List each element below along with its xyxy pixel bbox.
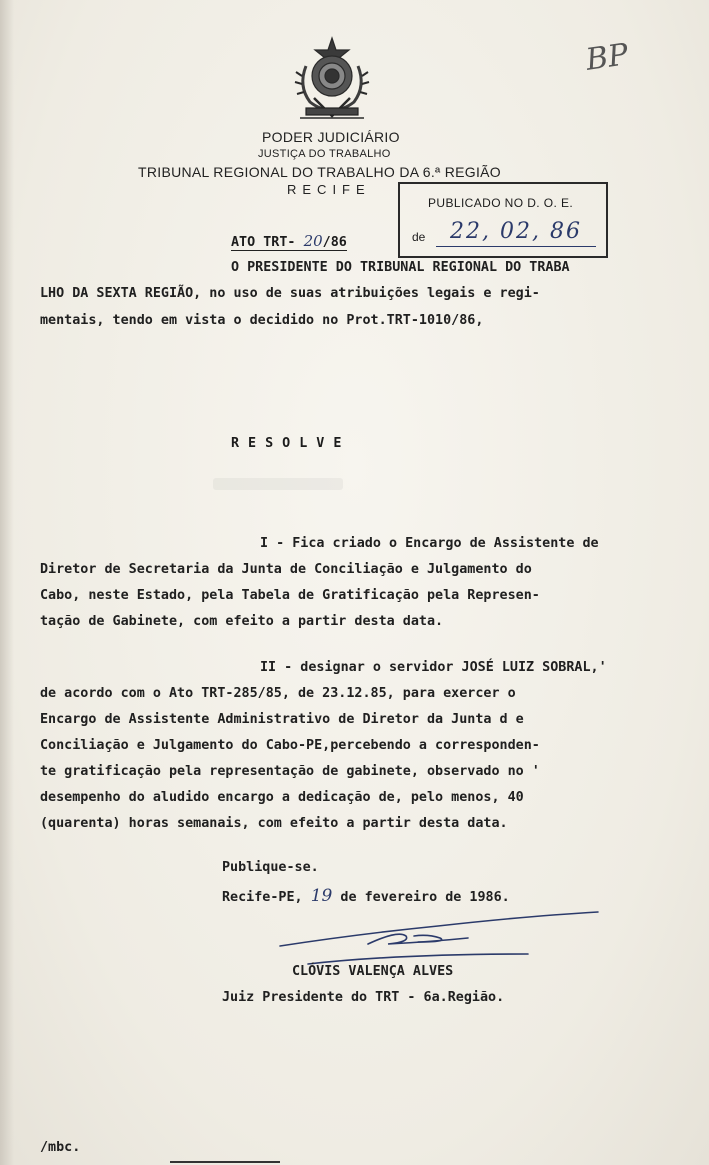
date-rest: de fevereiro de 1986. — [332, 890, 510, 905]
place-prefix: Recife-PE, — [222, 890, 311, 905]
article-one-line: Cabo, neste Estado, pela Tabela de Gratificação pela Represen- — [40, 588, 540, 603]
article-two-line: (quarenta) horas semanais, com efeito a partir desta data. — [40, 816, 508, 831]
page-edge-shadow — [0, 0, 14, 1165]
faint-show-through — [213, 478, 343, 490]
article-two-line: Conciliação e Julgamento do Cabo-PE,percebendo a corresponden- — [40, 738, 540, 753]
header-labor-justice: JUSTIÇA DO TRABALHO — [258, 148, 391, 160]
act-handwritten-number: 20 — [303, 232, 323, 250]
margin-initials: BP — [583, 37, 631, 78]
article-one-line: Diretor de Secretaria da Junta de Conciliação e Julgamento do — [40, 562, 532, 577]
typist-initials: /mbc. — [40, 1140, 81, 1155]
place-date-line — [222, 886, 510, 906]
article-two-line: II - designar o servidor JOSÉ LUIZ SOBRAL,' — [260, 660, 607, 675]
coat-of-arms-emblem — [292, 36, 372, 122]
stamp-handwritten-date: 22, 02, 86 — [436, 218, 596, 247]
header-judiciary: PODER JUDICIÁRIO — [262, 129, 400, 145]
article-two-line: de acordo com o Ato TRT-285/85, de 23.12.85, para exercer o — [40, 686, 516, 701]
article-two-line: te gratificação pela representação de gabinete, observado no ' — [40, 764, 540, 779]
resolve-heading: RESOLVE — [231, 436, 351, 451]
act-suffix: /86 — [322, 235, 347, 250]
act-prefix: ATO TRT- — [231, 235, 304, 250]
article-two-line: Encargo de Assistente Administrativo de Diretor da Junta d e — [40, 712, 524, 727]
preamble-line: LHO DA SEXTA REGIÃO, no uso de suas atribuições legais e regi- — [40, 286, 540, 301]
signer-title: Juiz Presidente do TRT - 6a.Região. — [222, 990, 505, 1005]
publication-stamp — [398, 182, 608, 258]
article-one-line: I - Fica criado o Encargo de Assistente de — [260, 536, 599, 551]
header-tribunal: TRIBUNAL REGIONAL DO TRABALHO DA 6.ª REGIÃO — [138, 164, 501, 180]
handwritten-day: 19 — [310, 886, 333, 906]
preamble-line: O PRESIDENTE DO TRIBUNAL REGIONAL DO TRABA — [231, 260, 570, 275]
header-city: RECIFE — [287, 182, 371, 197]
article-one-line: tação de Gabinete, com efeito a partir desta data. — [40, 614, 444, 629]
bottom-rule — [170, 1161, 280, 1163]
article-two-line: desempenho do aludido encargo a dedicação de, pelo menos, 40 — [40, 790, 524, 805]
signer-name: CLÓVIS VALENÇA ALVES — [292, 964, 454, 979]
act-number — [231, 232, 347, 251]
stamp-title: PUBLICADO NO D. O. E. — [428, 196, 574, 210]
stamp-de-label: de — [412, 230, 426, 244]
publish-line: Publique-se. — [222, 860, 319, 875]
preamble-line: mentais, tendo em vista o decidido no Prot.TRT-1010/86, — [40, 313, 484, 328]
